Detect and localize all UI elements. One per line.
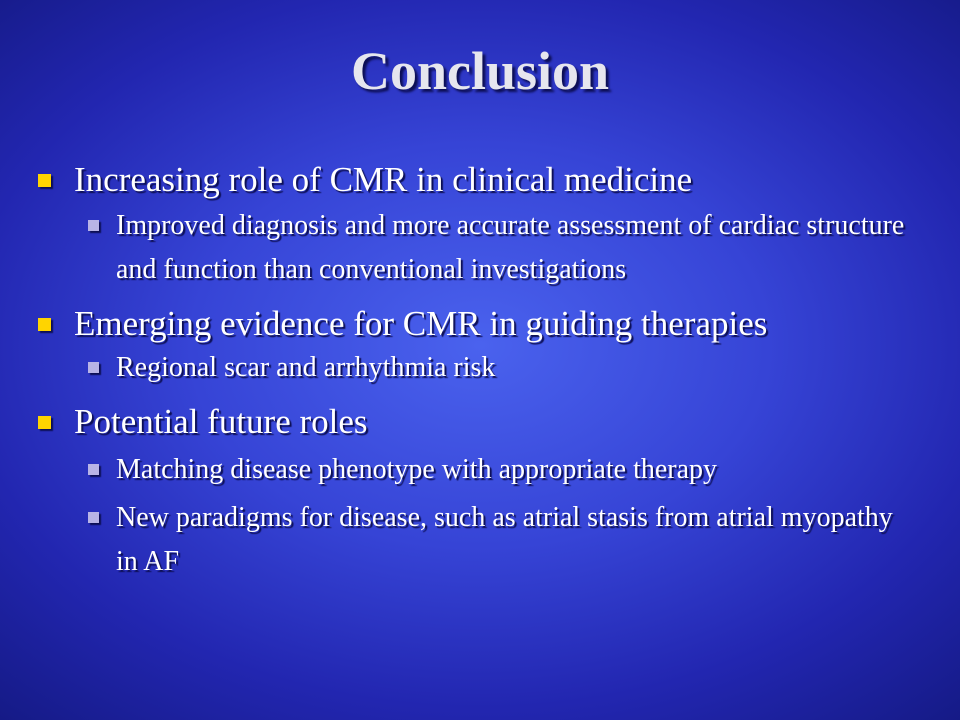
sub-bullet-text: Improved diagnosis and more accurate assessment of cardiac structure and function than conventional investigations <box>116 210 905 285</box>
square-bullet-icon <box>38 318 51 331</box>
square-sub-bullet-icon <box>88 512 99 523</box>
sub-bullet-text: New paradigms for disease, such as atrial stasis from atrial myopathy in AF <box>116 502 893 577</box>
square-sub-bullet-icon <box>88 362 99 373</box>
square-sub-bullet-icon <box>88 220 99 231</box>
bullet-level1 <box>38 158 918 202</box>
slide-title: Conclusion <box>350 41 610 101</box>
bullet-level2 <box>38 204 918 292</box>
bullet-level1 <box>38 400 918 444</box>
sub-bullet-text: Regional scar and arrhythmia risk <box>116 352 496 383</box>
square-bullet-icon <box>38 416 51 429</box>
square-sub-bullet-icon <box>88 464 99 475</box>
bullet-list <box>38 158 918 584</box>
bullet-level1 <box>38 302 918 346</box>
bullet-level2 <box>38 448 918 492</box>
bullet-level2 <box>38 496 918 584</box>
bullet-text: Increasing role of CMR in clinical medicine <box>74 160 693 199</box>
sub-bullet-text: Matching disease phenotype with appropriate therapy <box>116 454 718 485</box>
bullet-text: Emerging evidence for CMR in guiding therapies <box>74 304 768 343</box>
bullet-level2 <box>38 346 918 390</box>
square-bullet-icon <box>38 174 51 187</box>
bullet-text: Potential future roles <box>74 402 368 441</box>
